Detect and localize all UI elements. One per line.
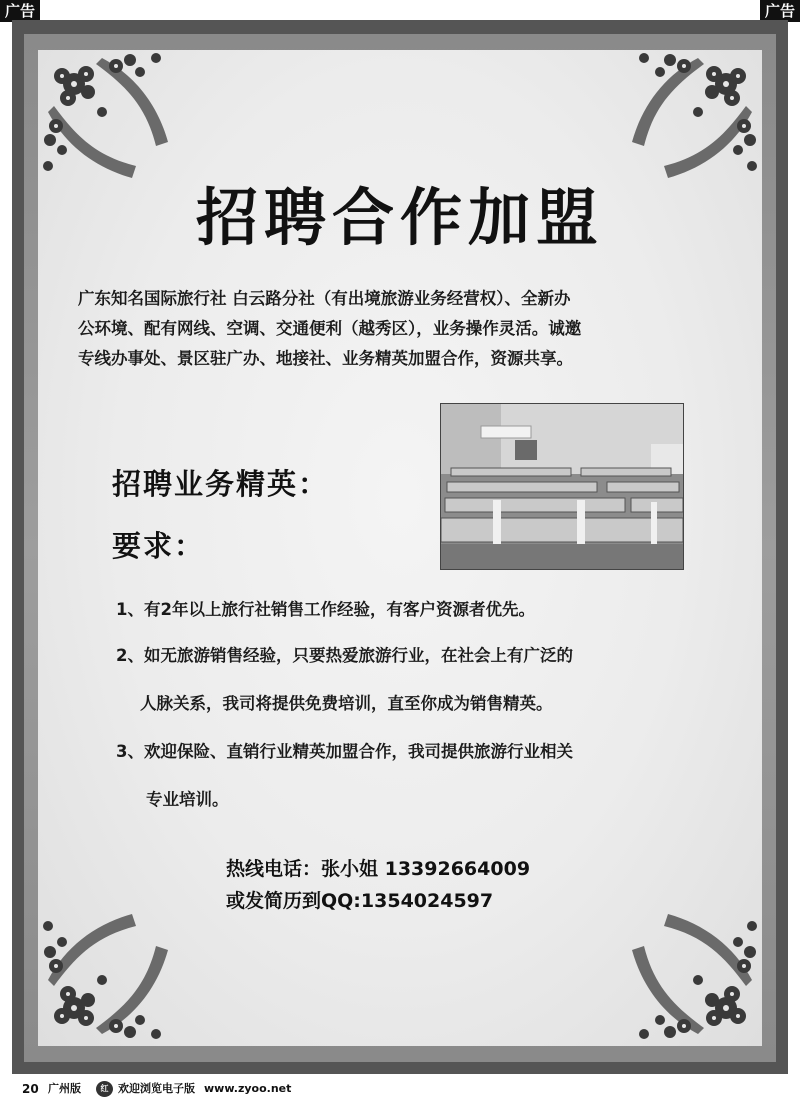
page-number: 20 <box>22 1082 39 1096</box>
requirement-item-continued: 人脉关系，我司将提供免费培训，直至你成为销售精英。 <box>140 694 553 713</box>
website-link[interactable]: www.zyoo.net <box>204 1082 292 1095</box>
floral-corner-icon <box>614 896 764 1046</box>
recruit-heading: 招聘业务精英： <box>112 467 330 501</box>
page-footer <box>0 1078 800 1100</box>
intro-line: 公环境、配有网线、空调、交通便利（越秀区），业务操作灵活。诚邀 <box>78 319 582 338</box>
requirement-item: 1、有2年以上旅行社销售工作经验，有客户资源者优先。 <box>116 600 535 619</box>
poster-title: 招聘合作加盟 <box>195 181 604 254</box>
requirement-item-continued: 专业培训。 <box>146 790 229 809</box>
footer-slogan: 欢迎浏览电子版 <box>118 1082 195 1095</box>
ad-tag-left: 广告 <box>0 0 40 22</box>
intro-line: 专线办事处、景区驻广办、地接社、业务精英加盟合作，资源共享。 <box>78 349 573 368</box>
brand-logo-icon: 红 <box>96 1081 113 1097</box>
floral-corner-icon <box>36 896 186 1046</box>
resume-contact: 或发简历到QQ:1354024597 <box>226 890 494 912</box>
intro-line: 广东知名国际旅行社 白云路分社（有出境旅游业务经营权）、全新办 <box>78 289 571 308</box>
office-photo <box>440 403 684 570</box>
requirement-item: 2、如无旅游销售经验，只要热爱旅游行业，在社会上有广泛的 <box>116 646 573 665</box>
requirements-heading: 要求： <box>112 529 206 563</box>
ad-tag-right: 广告 <box>760 0 800 22</box>
hotline-contact: 热线电话：张小姐 13392664009 <box>226 858 531 880</box>
intro-paragraph <box>78 284 728 374</box>
edition-label: 广州版 <box>48 1082 81 1095</box>
requirement-item: 3、欢迎保险、直销行业精英加盟合作，我司提供旅游行业相关 <box>116 742 573 761</box>
